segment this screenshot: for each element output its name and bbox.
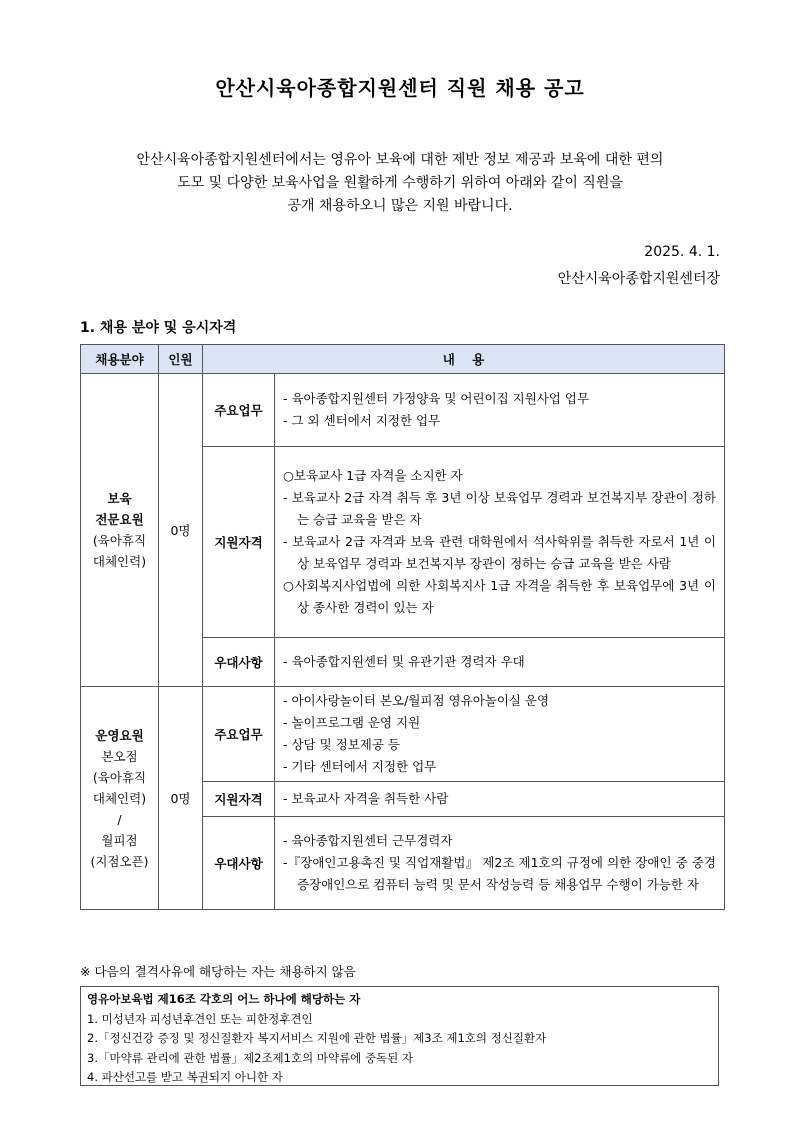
table-header-row bbox=[81, 345, 725, 374]
list-item: 2.「정신건강 증징 및 정신질환자 복지서비스 지원에 관한 법률」제3조 제1호의 정신질환자 bbox=[87, 1031, 547, 1045]
category-title: 보육 bbox=[107, 491, 132, 506]
category-cell bbox=[81, 374, 159, 687]
list-item: 1. 미성년자 피성년후견인 또는 피한정후견인 bbox=[87, 1011, 313, 1026]
intro-line: 공개 채용하오니 많은 지원 바랍니다. bbox=[287, 198, 513, 214]
announcement-date: 2025. 4. 1. bbox=[644, 244, 720, 260]
section-title: 1. 채용 분야 및 응시자격 bbox=[80, 320, 237, 336]
list-item: - 보육교사 자격을 취득한 사람 bbox=[283, 791, 449, 806]
list-item: 3.「마약류 관리에 관한 법률」제2조제1호의 마약류에 중독된 자 bbox=[87, 1050, 414, 1065]
header-content: 내 용 bbox=[203, 345, 725, 374]
content-cell bbox=[275, 374, 725, 447]
content-cell bbox=[275, 817, 725, 910]
category-title: 운영요원 bbox=[95, 727, 144, 743]
disqualification-box bbox=[80, 986, 719, 1086]
content-cell bbox=[275, 638, 725, 687]
header-field: 채용분야 bbox=[81, 345, 159, 374]
category-line: 본오점 bbox=[101, 748, 138, 764]
disqualification-note: ※ 다음의 결격사유에 해당하는 자는 채용하지 않음 bbox=[80, 964, 356, 979]
list-item: 4. 파산선고를 받고 복권되지 아니한 자 bbox=[87, 1070, 283, 1084]
category-sub: 대체인력) bbox=[92, 554, 147, 569]
content-cell bbox=[275, 782, 725, 817]
intro-line: 도모 및 다양한 보육사업을 원활하게 수행하기 위하여 아래와 같이 직원을 bbox=[177, 175, 623, 191]
list-item: - 보육교사 2급 자격 취득 후 3년 이상 보육업무 경력과 보건복지부 장관이 정하는 승급 교육을 받은 자 bbox=[283, 490, 716, 527]
table-row bbox=[81, 374, 725, 447]
subcategory-label: 주요업무 bbox=[203, 687, 275, 782]
headcount-cell: 0명 bbox=[159, 687, 203, 910]
subcategory-label: 지원자격 bbox=[203, 447, 275, 638]
header-count: 인원 bbox=[159, 345, 203, 374]
page-title: 안산시육아종합지원센터 직원 채용 공고 bbox=[215, 76, 585, 100]
category-cell bbox=[81, 687, 159, 910]
category-title: 전문요원 bbox=[95, 512, 144, 527]
issuing-organization: 안산시육아종합지원센터장 bbox=[557, 271, 720, 287]
category-line: (지점오픈) bbox=[90, 853, 149, 869]
category-line: / bbox=[117, 811, 122, 827]
list-item: - 보육교사 2급 자격과 보육 관련 대학원에서 석사학위를 취득한 자로서 1년 이상 보육업무 경력과 보건복지부 장관이 정하는 승급 교육을 받은 사람 bbox=[283, 534, 716, 571]
list-item: - 놀이프로그램 운영 지원 bbox=[283, 715, 421, 730]
content-cell bbox=[275, 447, 725, 638]
recruitment-table bbox=[80, 344, 725, 910]
intro-paragraph bbox=[80, 149, 720, 218]
list-item: - 아이사랑놀이터 본오/월피점 영유아놀이실 운영 bbox=[283, 693, 550, 708]
intro-line: 안산시육아종합지원센터에서는 영유아 보육에 대한 제반 정보 제공과 보육에 대한 편의 bbox=[136, 152, 664, 168]
list-item: - 기타 센터에서 지정한 업무 bbox=[283, 759, 437, 774]
subcategory-label: 우대사항 bbox=[203, 817, 275, 910]
box-header: 영유아보육법 제16조 각호의 어느 하나에 해당하는 자 bbox=[87, 992, 361, 1006]
subcategory-label: 우대사항 bbox=[203, 638, 275, 687]
list-item: - 그 외 센터에서 지정한 업무 bbox=[283, 413, 441, 428]
list-item: - 육아종합지원센터 가정양육 및 어린이집 지원사업 업무 bbox=[283, 391, 590, 406]
subcategory-label: 지원자격 bbox=[203, 782, 275, 817]
list-item: - 상담 및 정보제공 등 bbox=[283, 737, 401, 752]
list-item: ○사회복지사업법에 의한 사회복지사 1급 자격을 취득한 후 보육업무에 3년 이상 종사한 경력이 있는 자 bbox=[283, 578, 716, 615]
category-line: 월피점 bbox=[101, 832, 138, 848]
list-item: - 육아종합지원센터 근무경력자 bbox=[283, 833, 453, 848]
table-row bbox=[81, 687, 725, 782]
category-line: (육아휴직 bbox=[92, 769, 147, 785]
subcategory-label: 주요업무 bbox=[203, 374, 275, 447]
list-item: ○보육교사 1급 자격을 소지한 자 bbox=[283, 468, 463, 483]
content-cell bbox=[275, 687, 725, 782]
category-sub: (육아휴직 bbox=[92, 533, 147, 548]
list-item: - 육아종합지원센터 및 유관기관 경력자 우대 bbox=[283, 654, 525, 669]
category-line: 대체인력) bbox=[92, 790, 147, 806]
headcount-cell: 0명 bbox=[159, 374, 203, 687]
list-item: -『장애인고용촉진 및 직업재활법』 제2조 제1호의 규정에 의한 장애인 중 중경증장애인으로 컴퓨터 능력 및 문서 작성능력 등 채용업무 수행이 가능한 자 bbox=[283, 855, 716, 892]
